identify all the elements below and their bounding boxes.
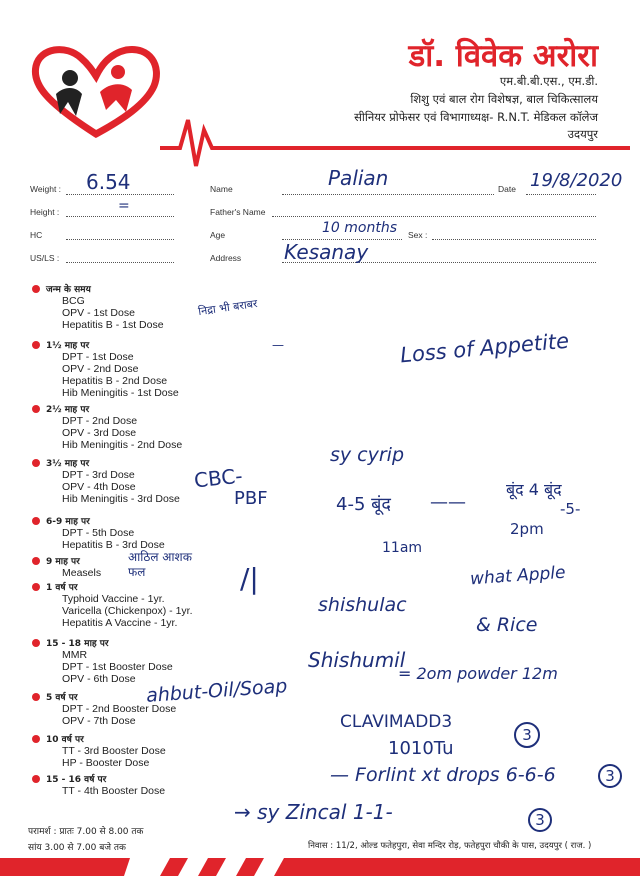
height-line bbox=[66, 216, 174, 217]
schedule-section bbox=[32, 456, 180, 505]
vaccine-item: DPT - 1st Dose bbox=[62, 351, 134, 363]
vaccine-item: OPV - 3rd Dose bbox=[62, 427, 137, 439]
hw-name: Palian bbox=[328, 166, 389, 190]
vaccine-item: DPT - 2nd Dose bbox=[62, 415, 138, 427]
hw-pbf: PBF bbox=[234, 488, 268, 509]
bullet-icon bbox=[32, 341, 40, 349]
weight-label: Weight : bbox=[30, 184, 62, 194]
schedule-section bbox=[32, 554, 101, 579]
hw-forlint-circle: 3 bbox=[598, 764, 622, 788]
bullet-icon bbox=[32, 583, 40, 591]
name-label: Name bbox=[210, 184, 233, 194]
hw-zincal: → sy Zincal 1-1- bbox=[234, 800, 393, 824]
vaccine-item: HP - Booster Dose bbox=[62, 757, 150, 769]
schedule-heading bbox=[32, 402, 182, 415]
hw-dash-2: —— bbox=[430, 492, 466, 513]
schedule-section bbox=[32, 402, 182, 451]
schedule-heading-text: 10 वर्ष पर bbox=[46, 735, 84, 745]
vaccine-item: TT - 4th Booster Dose bbox=[62, 785, 166, 797]
schedule-heading bbox=[32, 554, 101, 567]
hw-cbc: CBC- bbox=[192, 463, 244, 493]
schedule-heading-text: 1 वर्ष पर bbox=[46, 583, 78, 593]
date-label: Date bbox=[498, 184, 516, 194]
hw-complaint: Loss of Appetite bbox=[399, 328, 570, 368]
weight-line bbox=[66, 194, 174, 195]
doctor-position: सीनियर प्रोफेसर एवं विभागाध्यक्ष- R.N.T. मेडिकल कॉलेज bbox=[354, 110, 598, 124]
hw-dose-3: -5- bbox=[560, 500, 581, 518]
schedule-heading bbox=[32, 636, 173, 649]
father-name-label: Father's Name bbox=[210, 207, 266, 217]
hw-dose-4: 2pm bbox=[510, 520, 544, 538]
bullet-icon bbox=[32, 693, 40, 701]
hw-rice: & Rice bbox=[476, 614, 538, 636]
schedule-heading bbox=[32, 732, 166, 745]
vaccine-item: Hib Meningitis - 1st Dose bbox=[62, 387, 179, 399]
date-line bbox=[526, 194, 596, 195]
hc-label: HC bbox=[30, 230, 43, 240]
schedule-section bbox=[32, 772, 165, 797]
bullet-icon bbox=[32, 405, 40, 413]
vaccine-item: Measels bbox=[62, 567, 102, 579]
sex-label: Sex : bbox=[408, 230, 428, 240]
usls-line bbox=[66, 262, 174, 263]
height-label: Height : bbox=[30, 207, 60, 217]
schedule-heading-text: 6-9 माह पर bbox=[46, 517, 90, 527]
hw-syrup: sy cyrip bbox=[330, 444, 405, 466]
doctor-name: डॉ. विवेक अरोरा bbox=[408, 38, 598, 74]
vaccine-item: TT - 3rd Booster Dose bbox=[62, 745, 166, 757]
schedule-section bbox=[32, 282, 164, 331]
schedule-heading-text: 15 - 18 माह पर bbox=[46, 639, 109, 649]
schedule-heading-text: 5 वर्ष पर bbox=[46, 693, 78, 703]
hw-date: 19/8/2020 bbox=[530, 170, 623, 191]
hw-shishulac: shishulac bbox=[318, 594, 407, 616]
hw-time: 11am bbox=[382, 540, 423, 556]
vaccine-item: Typhoid Vaccine - 1yr. bbox=[62, 593, 165, 605]
residence-address: निवास : 11/2, ओल्ड फतेहपुरा, सेवा मन्दिर रोड़, फतेहपुरा चौकी के पास, उदयपुर ( राज. ) bbox=[308, 841, 592, 851]
age-label: Age bbox=[210, 230, 226, 240]
vaccine-item: DPT - 1st Booster Dose bbox=[62, 661, 173, 673]
bullet-icon bbox=[32, 285, 40, 293]
vaccine-item: DPT - 5th Dose bbox=[62, 527, 135, 539]
vaccine-item: OPV - 7th Dose bbox=[62, 715, 136, 727]
bullet-icon bbox=[32, 639, 40, 647]
hw-dose-2: बूंद 4 बूंद bbox=[506, 480, 562, 499]
schedule-section bbox=[32, 338, 179, 399]
bullet-icon bbox=[32, 517, 40, 525]
schedule-heading bbox=[32, 580, 193, 593]
vaccine-item: DPT - 2nd Booster Dose bbox=[62, 703, 177, 715]
sex-line bbox=[432, 239, 596, 240]
consult-hours-2: सांय 3.00 से 7.00 बजे तक bbox=[28, 843, 126, 853]
schedule-heading-text: 2½ माह पर bbox=[46, 405, 90, 415]
vaccine-item: OPV - 4th Dose bbox=[62, 481, 136, 493]
hw-clavimad: CLAVIMADD3 bbox=[340, 712, 453, 732]
vaccine-item: Hib Meningitis - 2nd Dose bbox=[62, 439, 183, 451]
usls-label: US/LS : bbox=[30, 253, 60, 263]
hw-address: Kesanay bbox=[284, 240, 369, 264]
vaccine-item: Varicella (Chickenpox) - 1yr. bbox=[62, 605, 193, 617]
schedule-section bbox=[32, 732, 166, 769]
hw-tablet: 1010Tu bbox=[388, 738, 454, 759]
hw-weight: 6.54 bbox=[86, 170, 131, 194]
hw-hindi-left: आठिल आशक फल bbox=[128, 550, 192, 579]
hw-zincal-circle: 3 bbox=[528, 808, 552, 832]
vaccine-item: Hepatitis B - 3rd Dose bbox=[62, 539, 165, 551]
hw-forlint: — Forlint xt drops 6-6-6 bbox=[330, 764, 556, 786]
hw-powder: = 2om powder 12m bbox=[398, 664, 558, 683]
bullet-icon bbox=[32, 459, 40, 467]
consult-hours-1: परामर्श : प्रातः 7.00 से 8.00 तक bbox=[28, 827, 144, 837]
schedule-heading bbox=[32, 456, 180, 469]
vaccine-item: OPV - 1st Dose bbox=[62, 307, 135, 319]
bullet-icon bbox=[32, 775, 40, 783]
bullet-icon bbox=[32, 735, 40, 743]
schedule-heading-text: जन्म के समय bbox=[46, 285, 91, 295]
doctor-specialty: शिशु एवं बाल रोग विशेषज्ञ, बाल चिकित्सालय bbox=[410, 92, 598, 106]
schedule-heading bbox=[32, 282, 164, 295]
vaccine-item: BCG bbox=[62, 295, 85, 307]
vaccine-item: OPV - 6th Dose bbox=[62, 673, 136, 685]
hw-dose-1: 4-5 बूंद bbox=[336, 494, 391, 515]
schedule-heading-text: 3½ माह पर bbox=[46, 459, 90, 469]
hw-shishumil: Shishumil bbox=[308, 648, 406, 672]
hw-note-hindi: निद्रा भी बराबर bbox=[197, 296, 259, 319]
hc-line bbox=[66, 239, 174, 240]
hw-clav-circle: 3 bbox=[514, 722, 540, 748]
address-label: Address bbox=[210, 253, 242, 263]
father-name-line bbox=[272, 216, 596, 217]
hw-dash-1: — bbox=[272, 338, 284, 352]
vaccine-item: Hepatitis B - 2nd Dose bbox=[62, 375, 168, 387]
vaccine-item: OPV - 2nd Dose bbox=[62, 363, 139, 375]
vaccine-item: MMR bbox=[62, 649, 88, 661]
doctor-degrees: एम.बी.बी.एस., एम.डी. bbox=[499, 74, 598, 88]
hw-oil-soap: ahbut-Oil/Soap bbox=[145, 675, 289, 707]
clinic-logo bbox=[26, 42, 166, 142]
vaccine-item: Hib Meningitis - 3rd Dose bbox=[62, 493, 180, 505]
footer-stripes bbox=[0, 852, 640, 876]
vaccine-item: DPT - 3rd Dose bbox=[62, 469, 135, 481]
schedule-section bbox=[32, 514, 165, 551]
schedule-section bbox=[32, 636, 173, 685]
schedule-heading-text: 15 - 16 वर्ष पर bbox=[46, 775, 107, 785]
hw-age: 10 months bbox=[322, 220, 397, 236]
bullet-icon bbox=[32, 557, 40, 565]
name-line bbox=[282, 194, 494, 195]
schedule-heading-text: 9 माह पर bbox=[46, 557, 80, 567]
schedule-heading bbox=[32, 772, 165, 785]
vaccine-item: Hepatitis B - 1st Dose bbox=[62, 319, 164, 331]
hw-stroke: /| bbox=[240, 562, 259, 595]
hw-what-apple: what Apple bbox=[469, 562, 567, 590]
schedule-heading bbox=[32, 338, 179, 351]
doctor-city: उदयपुर bbox=[567, 127, 598, 141]
schedule-heading bbox=[32, 514, 165, 527]
hw-height: = bbox=[118, 198, 130, 214]
schedule-section bbox=[32, 580, 193, 629]
vaccine-item: Hepatitis A Vaccine - 1yr. bbox=[62, 617, 178, 629]
schedule-heading-text: 1½ माह पर bbox=[46, 341, 90, 351]
